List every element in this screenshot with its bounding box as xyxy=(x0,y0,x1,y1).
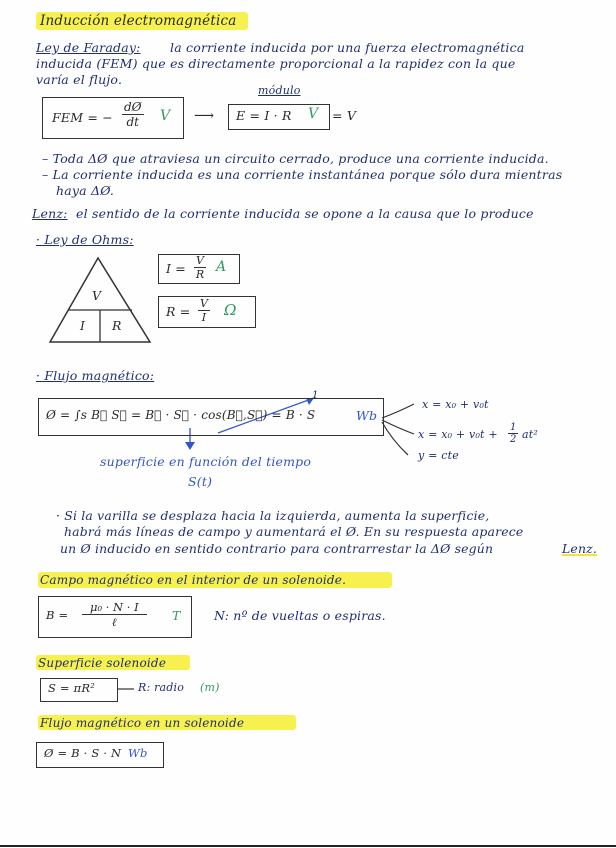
ohm-current-unit: A xyxy=(216,259,227,275)
flujo-formula: Ø = ∫s B⃗ S⃗ = B⃗ · S⃗ · cos(B⃗,S⃗) = B · S xyxy=(46,408,316,422)
campo-den: ℓ xyxy=(111,615,117,629)
note-1: – Toda ΔØ que atraviesa un circuito cerrado, produce una corriente inducida. xyxy=(42,151,549,166)
kin-eq-2-fraction xyxy=(508,422,518,445)
note-3: haya ΔØ. xyxy=(56,183,115,198)
superficie-down-head xyxy=(185,442,195,450)
flujo-label: · Flujo magnético: xyxy=(36,368,155,383)
campo-unit: T xyxy=(172,608,181,623)
flujo-solenoide-heading: Flujo magnético en un solenoide xyxy=(40,716,245,730)
fem-lhs: FEM = − xyxy=(52,110,113,125)
note-2: – La corriente inducida es una corriente instantánea porque sólo dura mientras xyxy=(42,167,563,182)
ohm-resistance-lhs: R = xyxy=(166,304,191,319)
triangle-v: V xyxy=(92,288,102,303)
varilla-line1: · Si la varilla se desplaza hacia la izquierda, aumenta la superficie, xyxy=(56,508,490,523)
kin-arrow-1 xyxy=(382,404,414,418)
kin-eq-1: x = x₀ + v₀t xyxy=(422,398,489,411)
flujo-arrow-num: 1 xyxy=(312,390,319,401)
superficie-note: superficie en función del tiempo xyxy=(100,454,312,469)
faraday-line3: varía el flujo. xyxy=(36,72,123,87)
kin-eq-3: y = cte xyxy=(418,449,459,462)
page-title: Inducción electromagnética xyxy=(40,13,237,29)
lenz-label: Lenz: xyxy=(32,206,68,221)
faraday-line2: inducida (FEM) que es directamente proporcional a la rapidez con la que xyxy=(36,56,516,71)
kin-eq-2-num: 1 xyxy=(510,422,517,433)
faraday-label: Ley de Faraday: xyxy=(36,40,141,55)
campo-lhs: B = xyxy=(46,608,69,622)
kin-eq-2: x = x₀ + v₀t + xyxy=(418,428,498,441)
varilla-lenz-ref: Lenz. xyxy=(562,541,598,556)
fem-numerator: dØ xyxy=(124,100,142,114)
ohm-resistance-unit: Ω xyxy=(224,301,237,319)
campo-num: μ₀ · N · I xyxy=(82,600,147,615)
triangle-i: I xyxy=(80,318,86,333)
implies-arrow: ⟶ xyxy=(194,108,215,124)
kin-eq-2-den: 2 xyxy=(510,434,517,445)
ohm-resistance-fraction xyxy=(198,297,210,324)
superficie-unit: (m) xyxy=(200,681,220,694)
varilla-line3: un Ø inducido en sentido contrario para contrarrestar la ΔØ según xyxy=(60,541,494,556)
ohm-label: · Ley de Ohms: xyxy=(36,232,134,247)
kin-arrow-3 xyxy=(382,422,408,455)
superficie-note-r: R: radio xyxy=(138,681,185,694)
lenz-text: el sentido de la corriente inducida se opone a la causa que lo produce xyxy=(76,206,534,221)
modulo-label: módulo xyxy=(258,84,301,97)
superficie-heading: Superficie solenoide xyxy=(38,656,167,670)
ohm-resistance-den: I xyxy=(201,311,207,324)
kin-arrow-2 xyxy=(382,420,414,434)
ohm-current-num: V xyxy=(196,254,204,267)
varilla-line2: habrá más líneas de campo y aumentará el Ø. En su respuesta aparece xyxy=(64,524,524,539)
modulo-formula: E = I · R xyxy=(236,108,292,123)
campo-note: N: nº de vueltas o espiras. xyxy=(214,608,386,623)
ohm-current-den: R xyxy=(195,268,205,281)
superficie-formula: S = πR² xyxy=(48,681,96,695)
fem-unit: V xyxy=(160,108,171,124)
flujo-solenoide-formula: Ø = B · S · N xyxy=(44,746,122,760)
ohm-current-fraction xyxy=(194,254,206,281)
flujo-solenoide-unit: Wb xyxy=(128,746,148,760)
campo-heading: Campo magnético en el interior de un solenoide. xyxy=(40,573,347,587)
modulo-unit: V xyxy=(308,106,319,122)
triangle-r: R xyxy=(112,318,122,333)
fem-denominator: dt xyxy=(126,115,140,129)
flujo-unit: Wb xyxy=(356,408,378,423)
modulo-tail: = V xyxy=(332,108,357,123)
campo-fraction xyxy=(82,600,147,629)
ohm-resistance-num: V xyxy=(200,297,208,310)
kin-eq-2-tail: at² xyxy=(522,428,538,441)
faraday-line1: la corriente inducida por una fuerza electromagnética xyxy=(170,40,525,55)
superficie-st: S(t) xyxy=(188,474,213,489)
ohm-current-lhs: I = xyxy=(166,261,186,276)
